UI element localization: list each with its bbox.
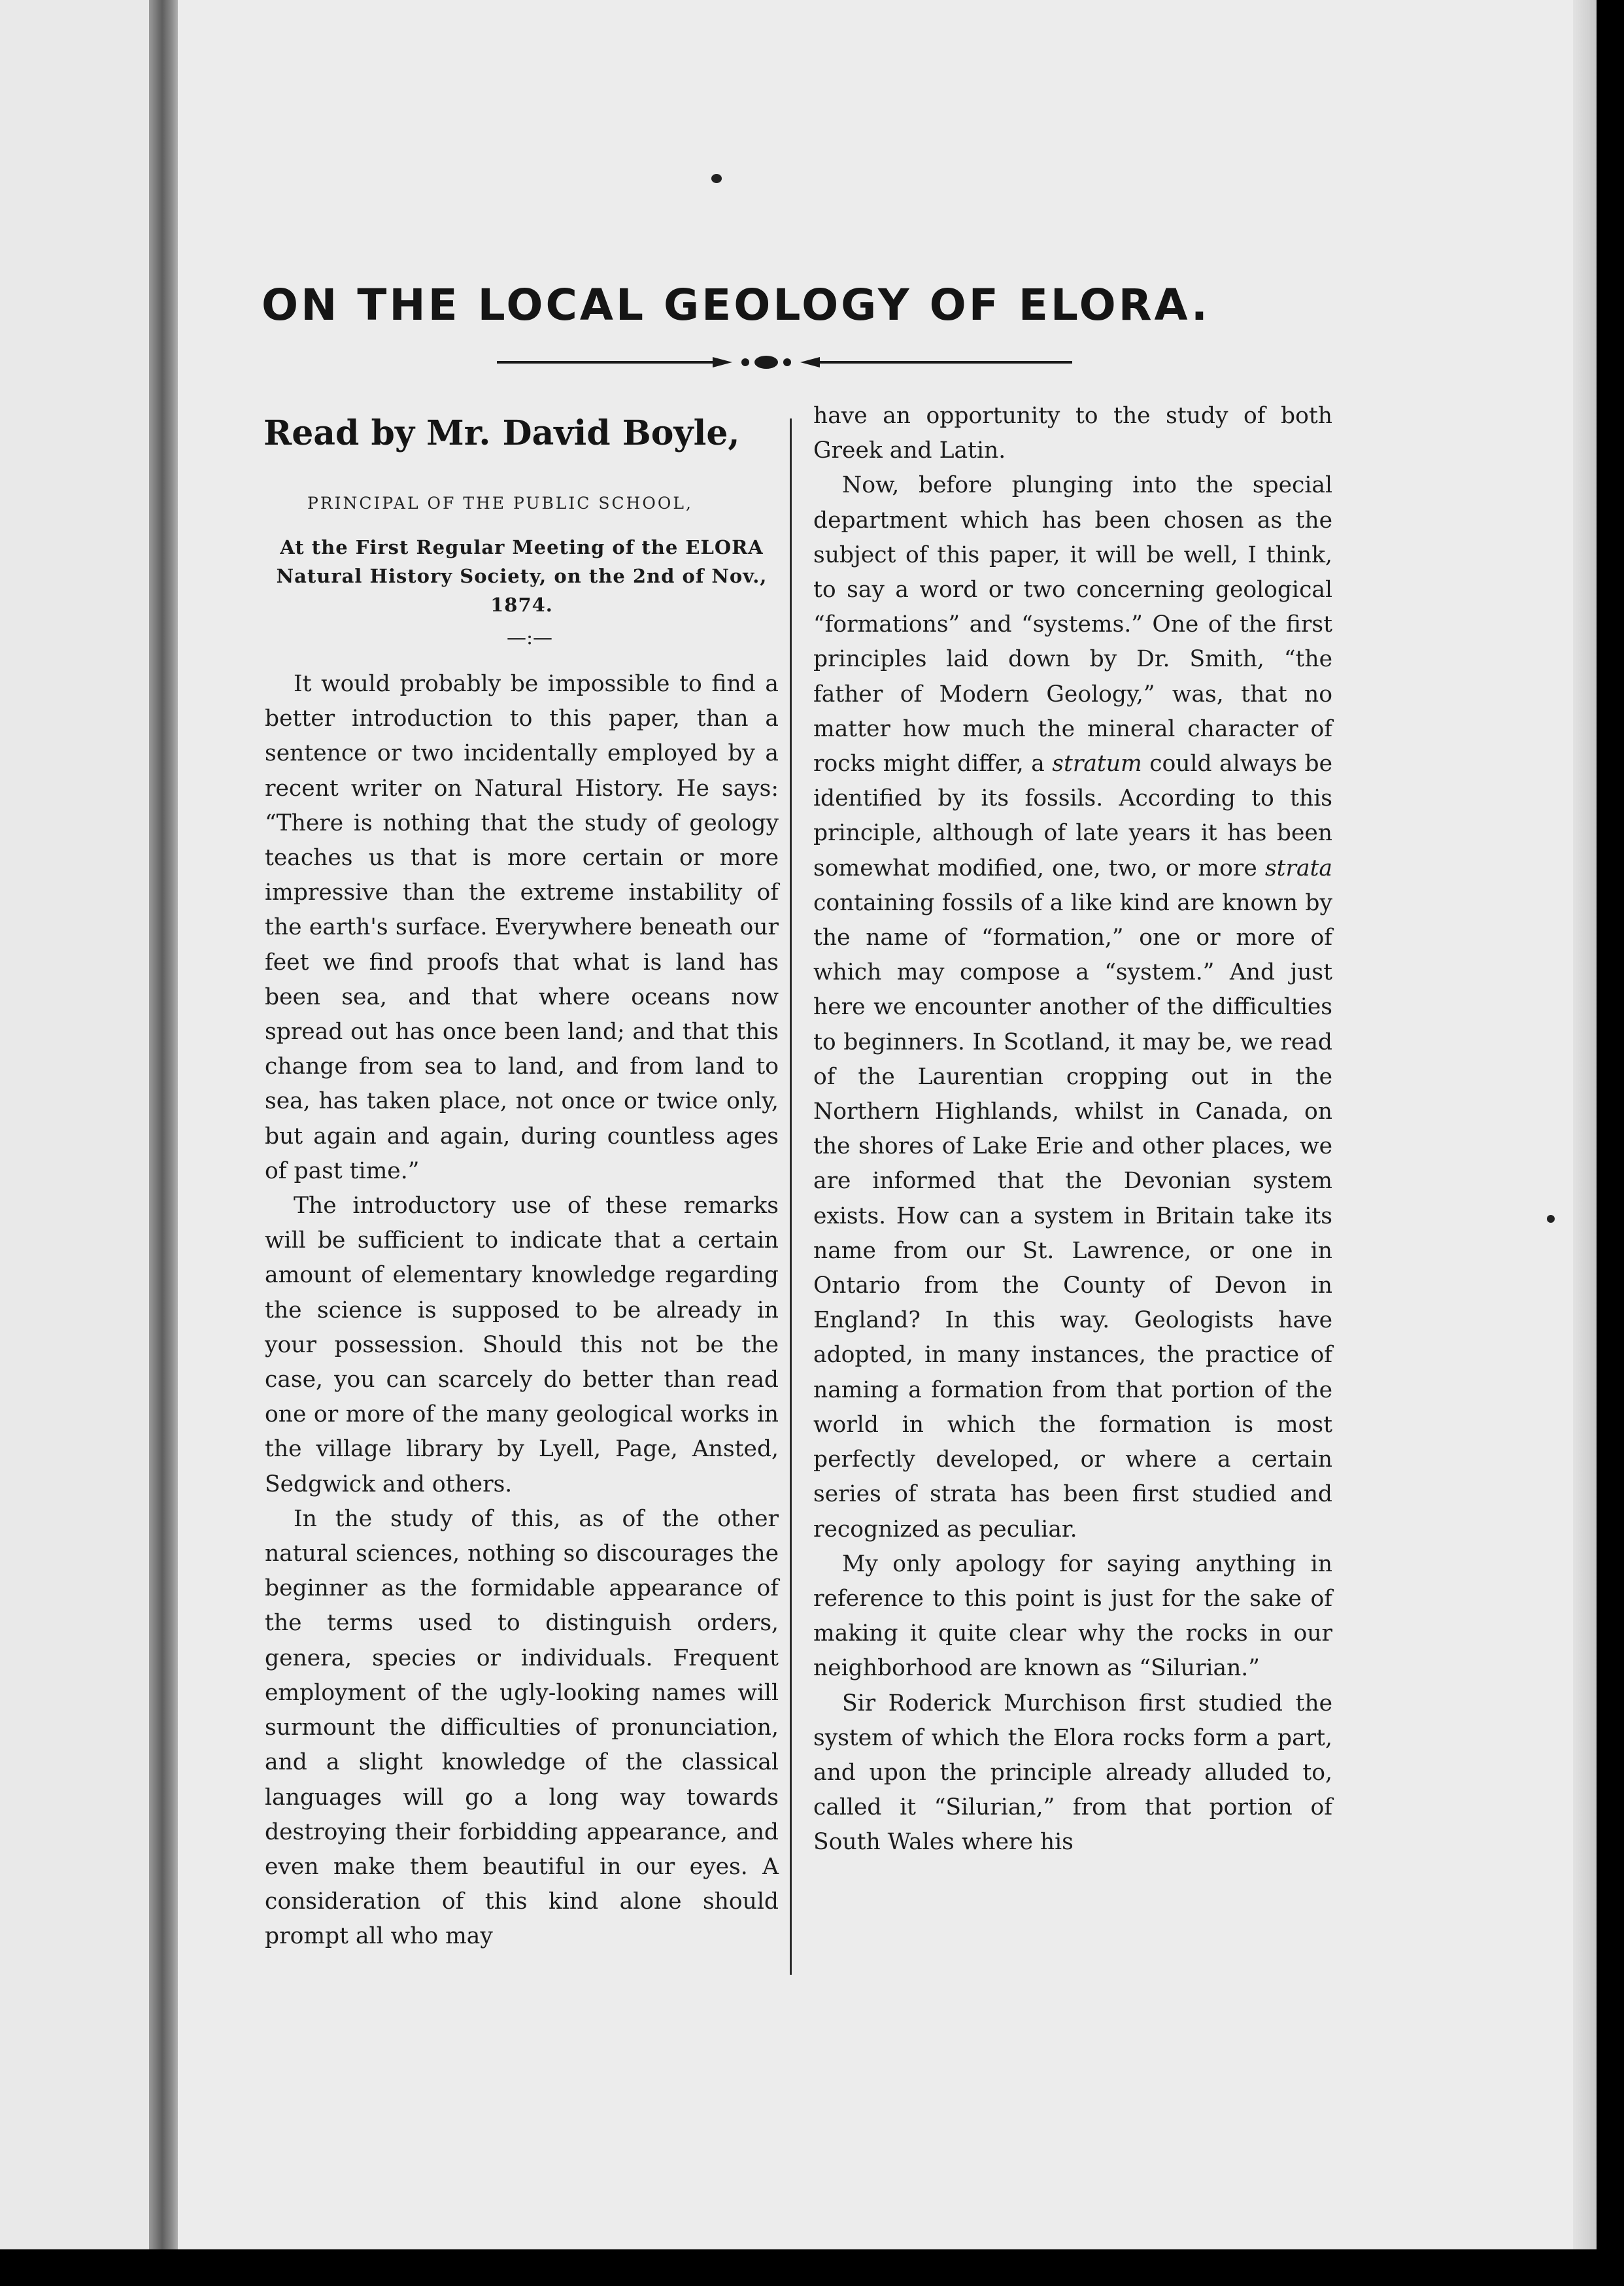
title-ornament-rule: [497, 350, 1072, 374]
column-divider: [790, 418, 792, 1975]
author-line: Read by Mr. David Boyle,: [263, 413, 740, 453]
ink-dot-right: [1547, 1215, 1555, 1223]
text-run: containing fossils of a like kind are known by the name of “formation,” one or more of which may compose a “system.” And just here we encounter another of the difficulties to beginners. In Scotland, it may be, we read of the Laurentian cropping out in the Northern Highlands, whilst in Canada, on the shores of Lake Erie and other places, we are informed that the Devonian system exists. How can a system in Britain take its name from our St. Lawrence, or one in Ontario from the County of Devon in England? In this way. Geologists have adopted, in many instances, the practice of naming a formation from that portion of the world in which the formation is most perfectly developed, or where a certain series of strata has been first studied and recognized as peculiar.: [813, 889, 1332, 1543]
left-column: [265, 667, 779, 1954]
paragraph: Sir Roderick Murchison first studied the system of which the Elora rocks form a part, and upon the principle already alluded to, called it “Silurian,” from that portion of South Wales where his: [813, 1690, 1332, 1856]
text-run: Now, before plunging into the special department which has been chosen as the subject of this paper, it will be well, I think, to say a word or two concerning geological “formations” and “systems.” One of the first principles laid down by Dr. Smith, “the father of Modern Geology,” was, that no matter how much the mineral character of rocks might differ, a: [813, 472, 1332, 777]
continued-paragraph: have an opportunity to the study of both Greek and Latin.: [813, 403, 1332, 464]
paragraph: In the study of this, as of the other natural sciences, nothing so discourages the beginner as the formidable appearance of the terms used to distinguish orders, genera, species or individuals. Frequent employment of the ugly-looking names will surmount the difficulties of pronunciation, and a slight knowledge of the classical languages will go a long way towards destroying their forbidding appearance, and even make them beautiful in our eyes. A consideration of this kind alone should prompt all who may: [265, 1505, 779, 1950]
article-title: ON THE LOCAL GEOLOGY OF ELORA.: [262, 280, 1210, 330]
ink-dot-top: [711, 174, 722, 183]
text-run: could always be identified by its fossils. According to this principle, although of late years it has been somewhat modified, one, two, or more: [813, 751, 1332, 881]
italic-term: stratum: [1052, 751, 1142, 777]
paragraph: [813, 468, 1332, 1546]
section-separator: —:—: [506, 626, 553, 649]
paragraph: It would probably be impossible to find a better introduction to this paper, than a sentence or two incidentally employed by a recent writer on Natural History. He says: “There is nothing that the study of geology teaches us that is more certain or more impressive than the extreme instability of the earth's surface. Everywhere beneath our feet we find proofs that what is land has been sea, and that where oceans now spread out has once been land; and that this change from sea to land, and from land to sea, has taken place, not once or twice only, but again and again, during countless ages of past time.”: [265, 671, 779, 1184]
paragraph: My only apology for saying anything in reference to this point is just for the sake of making it quite clear why the rocks in our neighborhood are known as “Silurian.”: [813, 1550, 1332, 1682]
occasion-note: At the First Regular Meeting of the ELORA Natural History Society, on the 2nd of Nov., 1874.: [276, 536, 768, 616]
page-right-edge: [1573, 0, 1597, 2249]
italic-term: strata: [1264, 855, 1332, 881]
book-spine-gutter: [149, 0, 182, 2249]
paragraph: The introductory use of these remarks will be sufficient to indicate that a certain amount of elementary knowledge regarding the science is supposed to be already in your possession. Should this not be the case, you can scarcely do better than read one or more of the many geological works in the village library by Lyell, Page, Ansted, Sedgwick and others.: [265, 1193, 779, 1497]
facing-page-edge: [0, 0, 152, 2249]
author-position: PRINCIPAL OF THE PUBLIC SCHOOL,: [307, 494, 693, 513]
right-column: [813, 399, 1332, 1860]
